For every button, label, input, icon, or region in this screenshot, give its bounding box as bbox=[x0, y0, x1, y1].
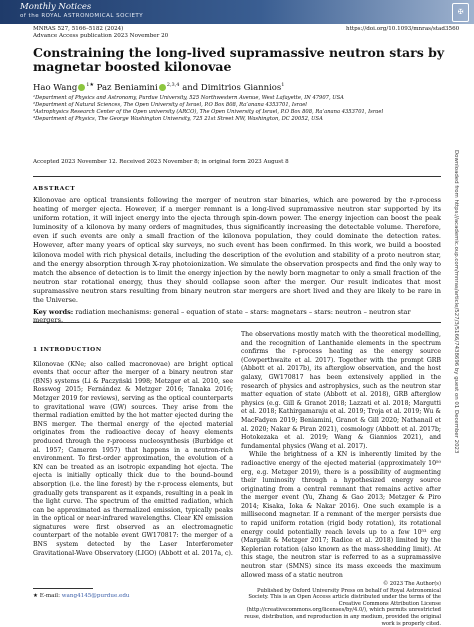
doi-link[interactable]: https://doi.org/10.1093/mnras/stad3560 bbox=[346, 26, 460, 32]
intro-paragraph: While the brightness of a KN is inherently limited by the radioactive energy of the ejected material (approximately 10⁵⁰ erg, e.g. Metzger 2019), there is a possibility of augmenting their luminosity through a hypothesized energy source originating from a central remnant that remains active after the merger event (Yu, Zhang & Gao 2013; Metzger & Piro 2014; Kisaka, Ioka & Nakar 2016). One such example is a millisecond magnetar. If a remnant of the merger persists due to rapid uniform rotation (rigid body rotation), its rotational energy could potentially reach levels up to a few 10⁵³ erg (Margalit & Metzger 2017; Radice et al. 2018) limited by the Keplerian rotation (also known as the mass-shedding limit). At this stage, the neutron star is referred to as a supramassive neutron star (SMNS) since its mass exceeds the maximum allowed mass of a static neutron bbox=[241, 451, 441, 579]
citation-line: MNRAS 527, 5166–5182 (2024) bbox=[33, 26, 124, 32]
submission-dates: Accepted 2023 November 12. Received 2023 November 8; in original form 2023 August 8 bbox=[33, 159, 289, 165]
left-column bbox=[33, 346, 233, 558]
paper-title: Constraining the long-lived supramassive neutron stars by magnetar boosted kilonovae bbox=[33, 45, 445, 74]
abstract-heading: ABSTRACT bbox=[33, 186, 76, 192]
ras-crest-icon: ✠ bbox=[452, 3, 469, 22]
journal-banner bbox=[0, 0, 474, 24]
divider bbox=[33, 176, 441, 177]
intro-paragraph: Kilonovae (KNe; also called macronovae) are bright optical events that occur after the merger of a binary neutron star (BNS) systems (Li & Paczyński 1998; Metzger et al. 2010, see Rosswog 2015; Fernández & Metzger 2016; Tanaka 2016; Metzger 2019 for reviews), serving as the optical counterparts to gravitational wave (GW) sources. They arise from the thermal radiation emitted by the hot matter ejected during the BNS merger. The thermal energy of the ejected material originates from the radioactive decay of heavy elements produced through the r-process nucleosynthesis (Burbidge et al. 1957; Cameron 1957) that happens in a neutron-rich environment. To first-order approximation, the evolution of a KN can be treated as an isotropic expanding hot ejecta. The ejecta is initially optically thick due to the bound–bound absorption (i.e. the line forest) by the r-process elements, but gradually gets transparent as it expands, resulting in a peak in the light curve. The spectrum of the emitted radiation, which can be approximated as thermalized emission, typically peaks in the optical or near-infrared wavelengths. Clear KN emission signatures were first observed as an electromagnetic counterpart of the notable event GW170817: the merger of a BNS system detected by the Laser Interferometer Gravitational-Wave Observatory (LIGO) (Abbott et al. 2017a, c). bbox=[33, 360, 233, 557]
footnote bbox=[33, 593, 130, 599]
author-affil-marks: 1 bbox=[281, 82, 285, 88]
author-affil-marks: 2,3,4 bbox=[166, 82, 180, 88]
affiliation: ³Astrophysics Research Center of the Open university (ARCO), The Open University of Israel, P.O Box 808, Ra’anana 4353701, Israel bbox=[33, 109, 384, 115]
author-name[interactable]: and Dimitrios Giannios bbox=[182, 82, 282, 93]
author-name[interactable]: Paz Beniamini bbox=[96, 82, 158, 93]
copyright-notice bbox=[241, 581, 441, 627]
publication-date: Advance Access publication 2023 November 20 bbox=[33, 33, 169, 40]
publication-meta bbox=[33, 26, 168, 41]
journal-subtitle: of the ROYAL ASTRONOMICAL SOCIETY bbox=[20, 13, 144, 19]
abstract-text: Kilonovae are optical transients following the merger of neutron star binaries, which are powered by the r-process heating of merger ejecta. However, if a merger remnant is a long-lived supramassive neutron star supported by its uniform rotation, it will inject energy into the ejecta through spin-down power. The energy injection can boost the peak luminosity of a kilonova by many orders of magnitudes, thus significantly increasing the detectable volume. Therefore, even if such events are only a small fraction of the kilonova population, they could dominate the detection rates. However, after many years of optical sky surveys, no such event has been confirmed. In this work, we build a boosted kilonova model with rich physical details, including the description of the evolution and stability of a proto neutron star, and the energy absorption through X-ray photoionization. We simulate the observation prospects and find the only way to match the absence of detection is to limit the energy injection by the newly born magnetar to only a small fraction of the neutron star rotational energy, thus they should collapse soon after the merger. Our result indicates that most supramassive neutron stars resulting from binary neutron star mergers are short lived and they are likely to be rare in the Universe. bbox=[33, 196, 441, 305]
affiliations bbox=[33, 95, 383, 123]
journal-title: Monthly Notices bbox=[20, 2, 92, 12]
email-link[interactable]: wang4145@purdue.edu bbox=[61, 593, 130, 599]
author-affil-marks: 1★ bbox=[86, 82, 94, 88]
download-side-note bbox=[449, 150, 461, 470]
keywords-label: Key words: bbox=[33, 308, 74, 316]
affiliation: ⁴Department of Physics, The George Washington University, 725 21st Street NW, Washington, DC 20052, USA bbox=[33, 116, 323, 122]
section-heading: 1 INTRODUCTION bbox=[33, 347, 102, 353]
license-text: Published by Oxford University Press on behalf of Royal Astronomical Society. This is an Open Access article distributed under the terms of the Creative Commons Attribution License (http://creativecommons.org/licenses/by/4.0/), which permits unrestricted reuse, distribution, and reproduction in any medium, provided the original work is properly cited. bbox=[244, 587, 441, 627]
keywords-text: radiation mechanisms: general – equation of state – stars: magnetars – stars: neutron – neutron star mergers. bbox=[33, 308, 411, 324]
intro-paragraph: The observations mostly match with the theoretical modelling, and the recognition of Lanthanide elements in the spectrum confirms the r-process heating as the energy source (Cowperthwaite et al. 2017). Together with the prompt GRB (Abbott et al. 2017b), its afterglow observation, and the host galaxy, GW170817 has been extensively applied in the research of physics and astrophysics, such as the neutron star matter equation of state (Abbott et al. 2018), GRB afterglow physics (e.g. Gill & Granot 2018; Lazzati et al. 2018; Margutti et al. 2018; Kathirgamaraju et al. 2019; Troja et al. 2019; Wu & MacFadyen 2019; Beniamini, Granot & Gill 2020; Nathanail et al. 2020; Nakar & Piran 2021), cosmology (Abbott et al. 2017b; Hotokezaka et al. 2019; Wang & Giannios 2021), and fundamental physics (Wang et al. 2017). bbox=[241, 331, 441, 450]
footnote-rule bbox=[33, 588, 93, 589]
affiliation: ²Department of Natural Sciences, The Open University of Israel, P.O Box 808, Ra’anana 4353701, Israel bbox=[33, 102, 307, 108]
author-name[interactable]: Hao Wang bbox=[33, 82, 78, 93]
orcid-icon[interactable] bbox=[78, 84, 85, 91]
affiliation: ¹Department of Physics and Astronomy, Purdue University, 525 Northwestern Avenue, West Lafayette, IN 47907, USA bbox=[33, 95, 344, 101]
orcid-icon[interactable] bbox=[159, 84, 166, 91]
author-list bbox=[33, 82, 284, 93]
right-column bbox=[241, 331, 441, 580]
download-note-text: Downloaded from https://academic.oup.com/mnras/article/527/3/5166/7438696 by guest on 01 December 2023 bbox=[453, 150, 459, 454]
footnote-label: ★ E-mail: bbox=[33, 593, 60, 599]
divider bbox=[33, 322, 441, 323]
copyright-line: © 2023 The Author(s) bbox=[382, 581, 441, 587]
